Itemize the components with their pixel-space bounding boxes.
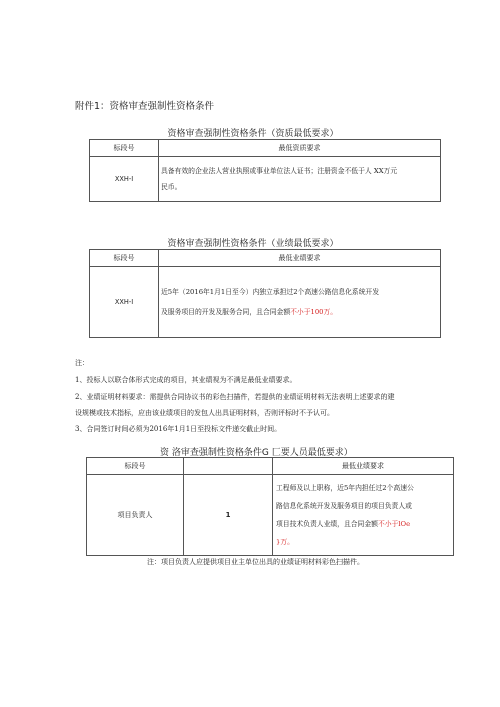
requirement-text: 项目技术负责人业绩，且合同金额 — [276, 520, 378, 528]
requirement-text: 及服务项目的开发及服务合同，且合同金额 — [161, 308, 291, 316]
header-section-no: 标段号 — [90, 250, 159, 267]
requirement-line — [276, 515, 450, 533]
attachment-title: 附件1：资格审查强制性资格条件 — [75, 101, 215, 112]
count-cell: 1 — [184, 475, 273, 556]
header-count — [184, 458, 273, 475]
table2-title: 资格审查强制性资格条件（业绩最低要求） — [167, 239, 339, 249]
requirement-line: 具备有效的企业法人营业执照或事业单位法人证书；注册资金不低于人 XX万元 — [161, 167, 398, 175]
performance-table — [89, 249, 441, 338]
requirement-line: 工程师及以上职称，近5年内担任过2个高速公 — [276, 484, 414, 492]
note-item: 2、业绩证明材料要求：需提供合同协议书的彩色扫描件，若提供的业绩证明材料无法表明上述要求的建 — [75, 393, 395, 401]
section-code: XXH-I — [90, 267, 159, 338]
header-requirement: 最低资质要求 — [159, 140, 441, 157]
amount-highlight: 不小于100万。 — [290, 308, 338, 316]
role-cell: 项目负责人 — [87, 475, 184, 556]
note-item: 设规模或技术指标，应由该业绩项目的发包人出具证明材料，否则评标时不予认可。 — [75, 409, 334, 417]
amount-highlight-end: }万。 — [276, 538, 294, 546]
amount-highlight: 不小于lOe — [377, 520, 411, 528]
qualification-table — [89, 139, 441, 202]
table-row — [90, 157, 441, 202]
header-section-no: 标段号 — [87, 458, 184, 475]
requirement-cell — [159, 157, 441, 202]
note-item: 1、投标人以联合体形式完成的项目，其业绩视为不满足最低业绩要求。 — [75, 376, 297, 384]
footnote: 注：项目负责人应提供项目业主单位出具的业绩证明材料彩色扫描件。 — [147, 558, 364, 566]
section-code: XXH-I — [90, 157, 159, 202]
note-item: 3、合同签订时间必须为2016年1月1日至投标文件递交截止时间。 — [75, 425, 282, 433]
header-requirement: 最低业绩要求 — [159, 250, 441, 267]
table1-title: 资格审查强制性资格条件（资质最低要求） — [167, 129, 339, 139]
requirement-cell — [273, 475, 454, 556]
personnel-table — [86, 457, 454, 556]
table-row — [87, 475, 454, 556]
requirement-line: 近5年（2016年1月1日至今）内独立承担过2个高速公路信息化系统开发 — [161, 288, 380, 296]
table-header-row — [90, 250, 441, 267]
table-header-row — [87, 458, 454, 475]
table3-title: 资 洛审查强制性资格条件G 匚要人员最低要求） — [160, 448, 353, 458]
requirement-line: 路信息化系统开发及服务项目的项目负责人或 — [276, 502, 412, 510]
notes-heading: 注： — [75, 359, 89, 367]
requirement-cell — [159, 267, 441, 338]
header-section-no: 标段号 — [90, 140, 159, 157]
table-header-row — [90, 140, 441, 157]
table-row — [90, 267, 441, 338]
header-requirement: 最低业绩要求 — [273, 458, 454, 475]
requirement-line: 民币。 — [161, 183, 182, 191]
requirement-line — [161, 302, 437, 322]
